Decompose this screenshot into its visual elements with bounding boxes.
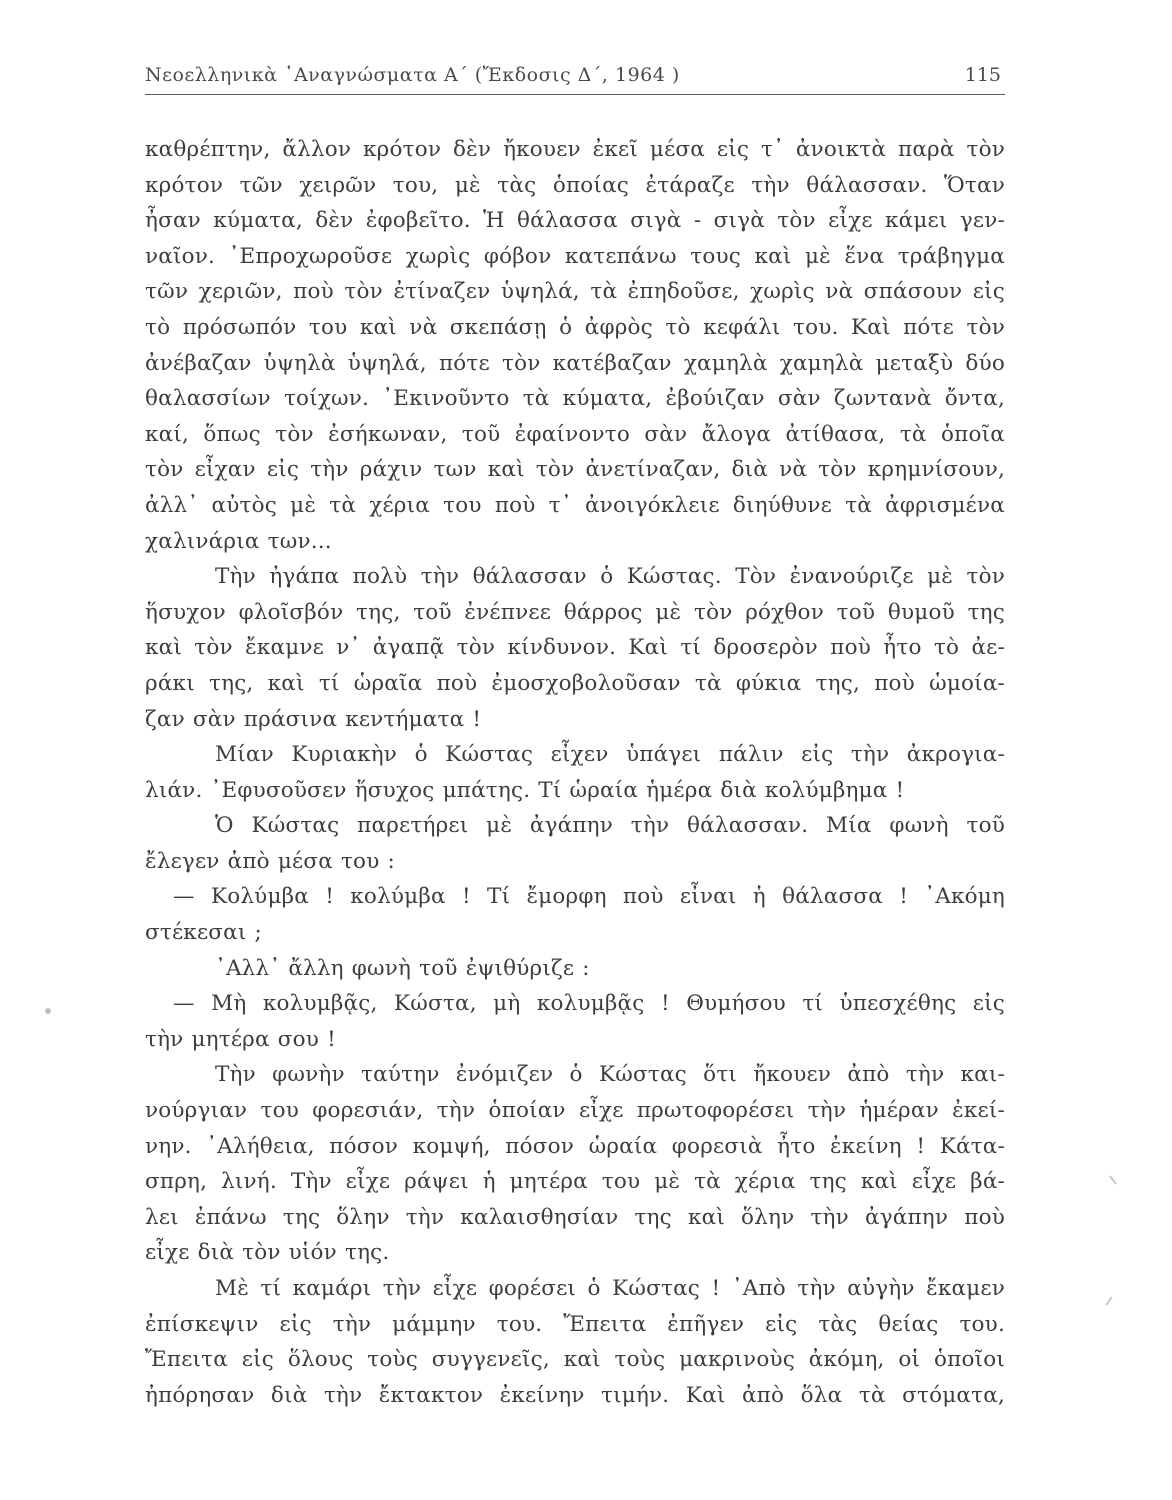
text-line: Μὲ τί καμάρι τὴν εἶχε φορέσει ὁ Κώστας ! ᾿Απὸ τὴν αὐγὴν ἔκαμεν: [215, 1276, 1005, 1301]
text-line: θαλασσίων τοίχων. ᾿Εκινοῦντο τὰ κύματα, ἐβούιζαν σὰν ζωντανὰ ὄντα,: [145, 386, 1005, 412]
text-line: Τὴν φωνὴν ταύτην ἐνόμιζεν ὁ Κώστας ὅτι ἤκουεν ἀπὸ τὴν και-: [215, 1062, 1005, 1088]
text-line: Ὁ Κώστας παρετήρει μὲ ἀγάπην τὴν θάλασσαν. Μία φωνὴ τοῦ: [215, 813, 1005, 839]
text-line: τὸ πρόσωπόν του καὶ νὰ σκεπάσῃ ὁ ἀφρὸς τὸ κεφάλι του. Καὶ πότε τὸν: [145, 314, 1005, 340]
text-line: Τὴν ἠγάπα πολὺ τὴν θάλασσαν ὁ Κώστας. Τὸν ἐνανούριζε μὲ τὸν: [215, 564, 1005, 590]
text-line: χαλινάρια των...: [145, 528, 332, 554]
page-number: 115: [964, 64, 1001, 86]
scan-mark: [1109, 1176, 1117, 1185]
body-text: [145, 132, 1005, 1413]
text-line: σπρη, λινή. Τὴν εἶχε ράψει ἡ μητέρα του μὲ τὰ χέρια της καὶ εἶχε βά-: [145, 1169, 1005, 1195]
text-line: κρότον τῶν χειρῶν του, μὲ τὰς ὁποίας ἐτάραζε τὴν θάλασσαν. Ὅταν: [145, 172, 1005, 198]
text-line: ἀνέβαζαν ὑψηλὰ ὑψηλά, πότε τὸν κατέβαζαν χαμηλὰ χαμηλὰ μεταξὺ δύο: [145, 350, 1005, 376]
text-line: καί, ὅπως τὸν ἐσήκωναν, τοῦ ἐφαίνοντο σὰν ἄλογα ἀτίθασα, τὰ ὁποῖα: [145, 421, 1005, 447]
text-line: ᾿Αλλ᾿ ἄλλη φωνὴ τοῦ ἐψιθύριζε :: [215, 955, 590, 981]
text-line: — Κολύμβα ! κολύμβα ! Τί ἔμορφη ποὺ εἶναι ἡ θάλασσα ! ᾿Ακόμη: [173, 884, 1005, 910]
text-line: ἐπίσκεψιν εἰς τὴν μάμμην του. Ἔπειτα ἐπῆγεν εἰς τὰς θείας του.: [145, 1311, 1005, 1337]
text-line: ναῖον. ᾿Επροχωροῦσε χωρὶς φόβον κατεπάνω τους καὶ μὲ ἕνα τράβηγμα: [145, 243, 1005, 269]
scan-mark: [1105, 1296, 1112, 1305]
text-line: τὴν μητέρα σου !: [145, 1026, 336, 1052]
text-line: ἠπόρησαν διὰ τὴν ἔκτακτον ἐκείνην τιμήν. Καὶ ἀπὸ ὅλα τὰ στόματα,: [145, 1382, 1005, 1408]
scan-speck: [45, 1008, 51, 1014]
text-line: ζαν σὰν πράσινα κεντήματα !: [145, 706, 482, 732]
text-line: Ἔπειτα εἰς ὅλους τοὺς συγγενεῖς, καὶ τοὺς μακρινοὺς ἀκόμη, οἱ ὁποῖοι: [145, 1347, 1005, 1373]
text-line: λει ἐπάνω της ὅλην τὴν καλαισθησίαν της καὶ ὅλην τὴν ἀγάπην ποὺ: [145, 1204, 1005, 1230]
text-line: ἀλλ᾿ αὐτὸς μὲ τὰ χέρια του ποὺ τ᾿ ἀνοιγόκλειε διηύθυνε τὰ ἀφρισμένα: [145, 492, 1005, 518]
text-line: τῶν χεριῶν, ποὺ τὸν ἐτίναζεν ὑψηλά, τὰ ἐπηδοῦσε, χωρὶς νὰ σπάσουν εἰς: [145, 279, 1005, 305]
text-line: — Μὴ κολυμβᾷς, Κώστα, μὴ κολυμβᾷς ! Θυμήσου τί ὑπεσχέθης εἰς: [173, 991, 1005, 1017]
text-line: νην. ᾿Αλήθεια, πόσον κομψή, πόσον ὡραία φορεσιὰ ἦτο ἐκείνη ! Κάτα-: [145, 1133, 1005, 1159]
text-line: Μίαν Κυριακὴν ὁ Κώστας εἶχεν ὑπάγει πάλιν εἰς τὴν ἀκρογια-: [215, 742, 1005, 768]
text-line: καὶ τὸν ἔκαμνε ν᾿ ἀγαπᾷ τὸν κίνδυνον. Καὶ τί δροσερὸν ποὺ ἦτο τὸ ἀε-: [145, 635, 1005, 661]
text-line: ράκι της, καὶ τί ὡραῖα ποὺ ἐμοσχοβολοῦσαν τὰ φύκια της, ποὺ ὡμοία-: [145, 670, 1005, 696]
text-line: νούργιαν του φορεσιάν, τὴν ὁποίαν εἶχε πρωτοφορέσει τὴν ἡμέραν ἐκεί-: [145, 1098, 1005, 1124]
text-line: λιάν. ᾿Εφυσοῦσεν ἥσυχος μπάτης. Τί ὡραία ἡμέρα διὰ κολύμβημα !: [145, 777, 905, 803]
text-line: ἦσαν κύματα, δὲν ἐφοβεῖτο. Ἡ θάλασσα σιγὰ - σιγὰ τὸν εἶχε κάμει γεν-: [145, 208, 1005, 234]
running-header: [145, 60, 1005, 95]
text-line: ἔλεγεν ἀπὸ μέσα του :: [145, 848, 395, 874]
text-line: ἥσυχον φλοῖσβόν της, τοῦ ἐνέπνεε θάρρος μὲ τὸν ρόχθον τοῦ θυμοῦ της: [145, 599, 1005, 625]
text-line: τὸν εἶχαν εἰς τὴν ράχιν των καὶ τὸν ἀνετίναζαν, διὰ νὰ τὸν κρημνίσουν,: [145, 457, 1005, 483]
header-title: Νεοελληνικὰ ᾿Αναγνώσματα Α΄ (Ἔκδοσις Δ΄, 1964 ): [145, 64, 680, 86]
text-line: στέκεσαι ;: [145, 920, 262, 946]
text-line: καθρέπτην, ἄλλον κρότον δὲν ἤκουεν ἐκεῖ μέσα εἰς τ᾿ ἀνοικτὰ παρὰ τὸν: [145, 137, 1005, 162]
text-line: εἶχε διὰ τὸν υἱόν της.: [145, 1240, 390, 1266]
